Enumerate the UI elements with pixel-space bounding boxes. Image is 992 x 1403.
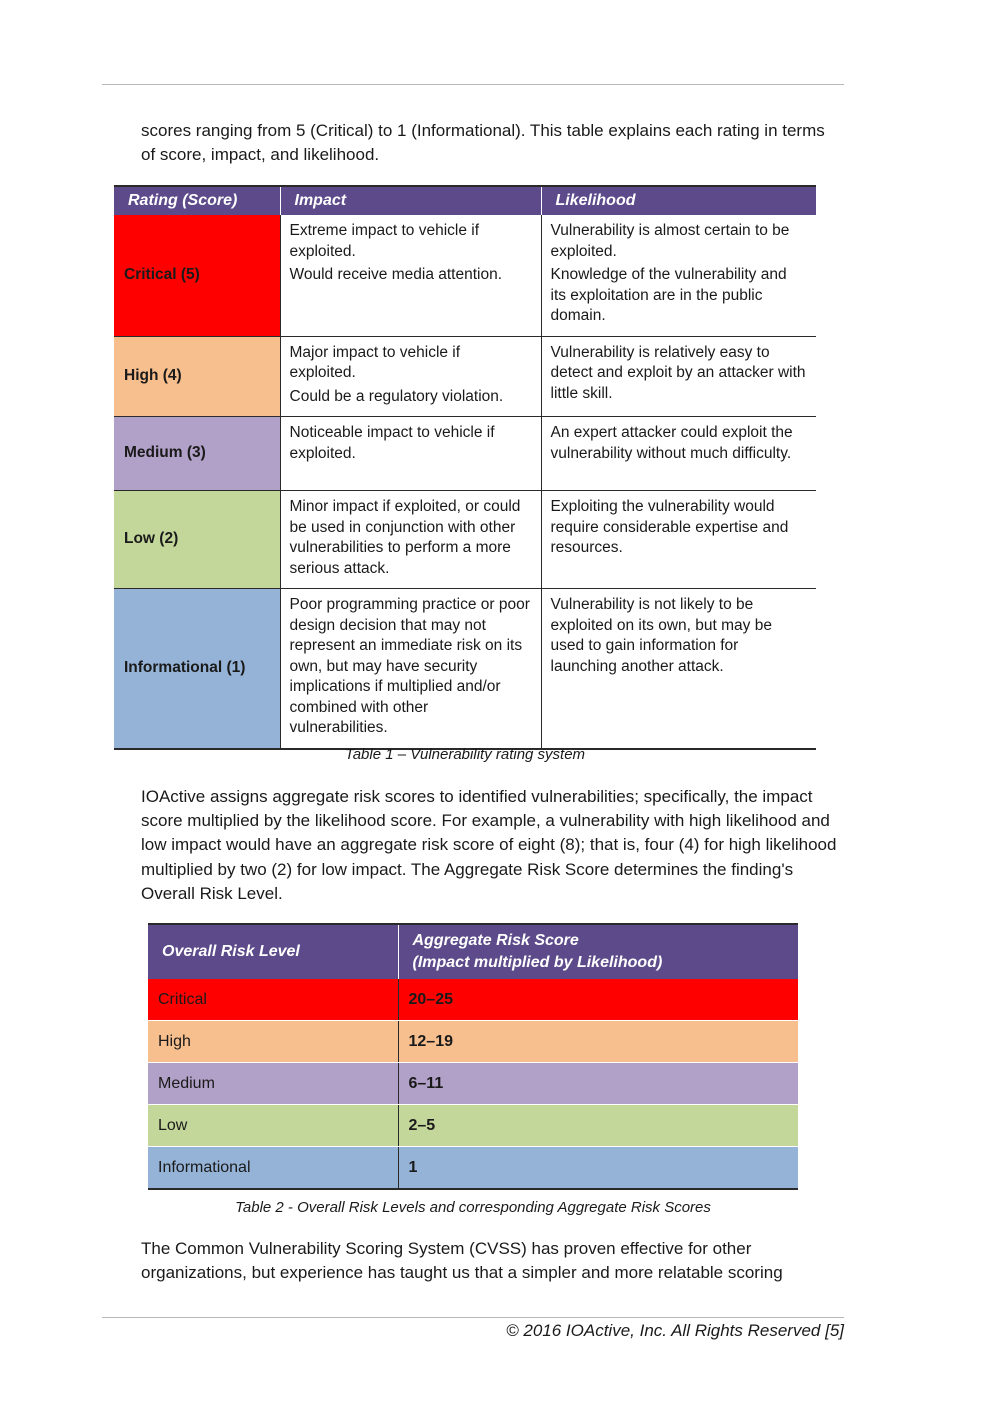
table1-caption: Table 1 – Vulnerability rating system [344, 746, 586, 763]
risk-level-cell: Informational [148, 1147, 398, 1190]
likelihood-cell [541, 336, 816, 417]
risk-level-cell: High [148, 1021, 398, 1063]
risk-score-cell: 6–11 [398, 1063, 798, 1105]
header-likelihood: Likelihood [541, 186, 816, 215]
header-rating: Rating (Score) [114, 186, 280, 215]
impact-text: Poor programming practice or poor design decision that may not represent an immediate risk on its own, but may have security implications if multiplied and/or combined with other vulnerabilities. [289, 596, 530, 736]
table1-header-row [114, 186, 816, 215]
likelihood-cell [541, 417, 816, 491]
impact-text: Extreme impact to vehicle if exploited. [289, 222, 480, 260]
impact-cell [280, 215, 541, 336]
likelihood-text: Knowledge of the vulnerability and its exploitation are in the public domain. [550, 266, 787, 324]
likelihood-text: Vulnerability is not likely to be exploited on its own, but may be used to gain information for launching another attack. [550, 596, 772, 675]
header-aggregate-risk-score [398, 924, 798, 979]
risk-level-cell: Medium [148, 1063, 398, 1105]
rating-cell: Medium (3) [114, 417, 280, 491]
likelihood-text: Vulnerability is relatively easy to detect and exploit by an attacker with little skill. [550, 343, 806, 402]
table2-header-row [148, 924, 798, 979]
table-row [148, 1021, 798, 1063]
rating-cell: High (4) [114, 336, 280, 417]
impact-cell [280, 491, 541, 589]
vulnerability-rating-table [114, 185, 816, 750]
table-row [148, 1063, 798, 1105]
risk-level-cell: Low [148, 1105, 398, 1147]
impact-cell [280, 336, 541, 417]
aggregate-paragraph: IOActive assigns aggregate risk scores to identified vulnerabilities; specifically, the impact score multiplied by the likelihood score. For example, a vulnerability with high likelihood and low impact would have an aggregate risk score of eight (8); that is, four (4) for high likelihood multiplied by two (2) for low impact. The Aggregate Risk Score determines the finding's Overall Risk Level. [141, 787, 837, 903]
table-row [114, 215, 816, 336]
table-row [148, 1105, 798, 1147]
rating-cell: Critical (5) [114, 215, 280, 336]
risk-score-cell: 1 [398, 1147, 798, 1190]
risk-score-cell: 20–25 [398, 979, 798, 1021]
risk-score-cell: 2–5 [398, 1105, 798, 1147]
table-row [148, 1147, 798, 1190]
likelihood-cell [541, 491, 816, 589]
impact-text: Major impact to vehicle if exploited. [289, 343, 461, 381]
impact-cell [280, 417, 541, 491]
table-row [114, 491, 816, 589]
likelihood-text: An expert attacker could exploit the vulnerability without much difficulty. [550, 424, 793, 462]
impact-text: Could be a regulatory violation. [289, 387, 504, 405]
header-rule [102, 84, 844, 85]
table-row [114, 336, 816, 417]
rating-cell: Low (2) [114, 491, 280, 589]
risk-level-cell: Critical [148, 979, 398, 1021]
table-row [114, 589, 816, 749]
table2-caption: Table 2 - Overall Risk Levels and corresponding Aggregate Risk Scores [235, 1199, 711, 1216]
likelihood-text: Exploiting the vulnerability would require considerable expertise and resources. [550, 498, 789, 556]
risk-score-cell: 12–19 [398, 1021, 798, 1063]
header-score-line2: (Impact multiplied by Likelihood) [412, 954, 663, 971]
likelihood-text: Vulnerability is almost certain to be exploited. [550, 222, 790, 260]
table-row [114, 417, 816, 491]
likelihood-cell [541, 589, 816, 749]
header-impact: Impact [280, 186, 541, 215]
impact-text: Minor impact if exploited, or could be used in conjunction with other vulnerabilities to perform a more serious attack. [289, 498, 521, 577]
impact-cell [280, 589, 541, 749]
header-overall-risk-level: Overall Risk Level [148, 924, 398, 979]
header-score-line1: Aggregate Risk Score [412, 932, 579, 949]
likelihood-cell [541, 215, 816, 336]
risk-level-table [148, 923, 798, 1190]
table-row [148, 979, 798, 1021]
impact-text: Would receive media attention. [289, 266, 503, 283]
closing-paragraph: The Common Vulnerability Scoring System (CVSS) has proven effective for other organizations, but experience has taught us that a simpler and more relatable scoring [141, 1239, 783, 1283]
intro-paragraph: scores ranging from 5 (Critical) to 1 (Informational). This table explains each rating in terms of score, impact, and likelihood. [141, 121, 825, 165]
footer-copyright: © 2016 IOActive, Inc. All Rights Reserved [5] [506, 1321, 844, 1340]
footer-rule [102, 1317, 844, 1318]
impact-text: Noticeable impact to vehicle if exploited. [289, 424, 495, 462]
rating-cell: Informational (1) [114, 589, 280, 749]
